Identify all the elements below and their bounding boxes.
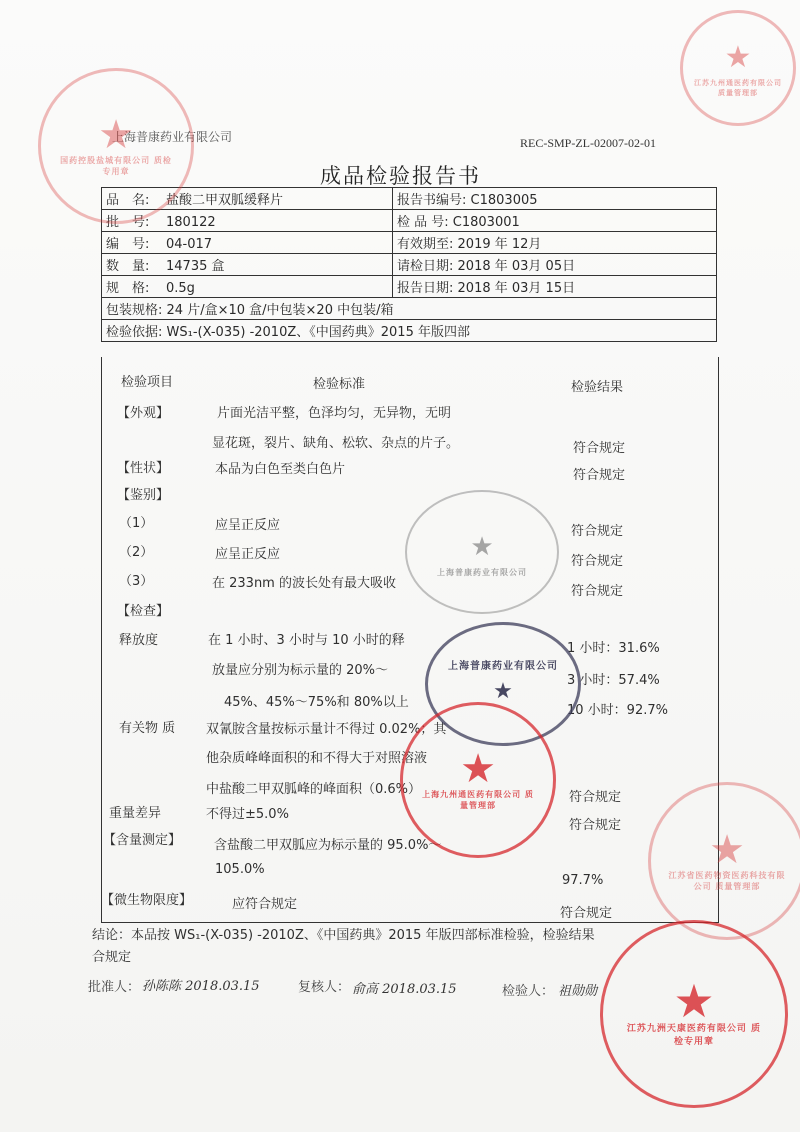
- assay-item: 【含量测定】: [103, 833, 182, 848]
- packaging-label: 包装规格:: [106, 303, 163, 318]
- star-icon: ★: [98, 112, 134, 158]
- inspector-signature: 祖勋勋: [558, 984, 598, 999]
- company-seal: [38, 68, 194, 224]
- related-item: 有关物 质: [119, 721, 176, 736]
- id1-result: 符合规定: [571, 524, 624, 539]
- character-result: 符合规定: [573, 468, 626, 483]
- quality-department-seal: [400, 702, 556, 858]
- id1-standard: 应呈正反应: [215, 518, 281, 533]
- spec-value: 0.5g: [166, 281, 195, 296]
- assay-standard: 含盐酸二甲双胍应为标示量的 95.0%～: [214, 838, 442, 853]
- expiry-value: 2019 年 12月: [457, 237, 542, 252]
- column-header-result: 检验结果: [571, 380, 624, 395]
- report-date-value: 2018 年 03月 15日: [457, 281, 576, 296]
- weight-result: 符合规定: [569, 818, 622, 833]
- character-item: 【性状】: [117, 461, 170, 476]
- micro-result: 符合规定: [560, 906, 613, 921]
- code-label: 编 号:: [106, 237, 150, 252]
- release-standard: 在 1 小时、3 小时与 10 小时的释: [208, 633, 405, 648]
- reviewer-label: 复核人：: [298, 980, 351, 995]
- star-icon: ★: [470, 531, 494, 562]
- release-standard: 放量应分别为标示量的 20%～: [212, 663, 389, 678]
- column-header-standard: 检验标准: [313, 377, 366, 392]
- assay-result: 97.7%: [562, 873, 604, 888]
- appearance-standard: 显花斑，裂片、缺角、松软、杂点的片子。: [212, 436, 460, 451]
- sample-no-label: 检 品 号:: [397, 215, 449, 230]
- inspection-item: 【检查】: [117, 604, 170, 619]
- quantity-label: 数 量:: [106, 259, 150, 274]
- expiry-label: 有效期至:: [397, 237, 454, 252]
- company-seal: [680, 10, 796, 126]
- packaging-value: 24 片/盒×10 盒/中包装×20 中包装/箱: [166, 303, 394, 318]
- reviewer-signature: 俞高 2018.03.15: [352, 982, 457, 997]
- product-value: 盐酸二甲双胍缓释片: [166, 193, 284, 208]
- faint-seal: [405, 490, 559, 614]
- star-icon: ★: [709, 827, 745, 873]
- batch-label: 批 号:: [106, 215, 150, 230]
- appearance-standard: 片面光洁平整，色泽均匀，无异物，无明: [217, 406, 452, 421]
- release-result: 3 小时：57.4%: [567, 673, 660, 688]
- basis-value: WS₁-(X-035) -2010Z、《中国药典》2015 年版四部: [166, 325, 470, 340]
- document-number: REC-SMP-ZL-02007-02-01: [520, 136, 656, 150]
- release-result: 1 小时：31.6%: [567, 641, 660, 656]
- related-standard: 双氰胺含量按标示量计不得过 0.02%；其: [206, 722, 447, 737]
- seal-text: 上海普康药业有限公司: [448, 660, 558, 672]
- weight-item: 重量差异: [109, 806, 162, 821]
- approver-signature: 孙陈陈 2018.03.15: [142, 979, 260, 994]
- column-header-item: 检验项目: [121, 375, 174, 390]
- seal-text: 上海九州通医药有限公司 质量管理部: [422, 790, 534, 810]
- company-header: 上海普康药业有限公司: [112, 130, 233, 144]
- info-row: [102, 232, 717, 254]
- release-item: 释放度: [119, 633, 159, 648]
- micro-standard: 应符合规定: [232, 897, 298, 912]
- request-date-value: 2018 年 03月 05日: [457, 259, 576, 274]
- id3-standard: 在 233nm 的波长处有最大吸收: [212, 576, 396, 591]
- report-no-label: 报告书编号:: [397, 193, 467, 208]
- info-row: [102, 298, 717, 320]
- micro-item: 【微生物限度】: [101, 893, 193, 908]
- related-standard: 中盐酸二甲双胍峰的峰面积（0.6%）: [206, 782, 422, 797]
- spec-label: 规 格:: [106, 281, 150, 296]
- weight-standard: 不得过±5.0%: [206, 807, 289, 822]
- batch-value: 180122: [166, 215, 216, 230]
- star-icon: ★: [493, 678, 513, 704]
- quantity-value: 14735 盒: [166, 259, 225, 274]
- release-standard: 45%、45%～75%和 80%以上: [224, 695, 409, 710]
- info-row: [102, 188, 717, 210]
- info-row: [102, 210, 717, 232]
- star-icon: ★: [724, 40, 752, 75]
- inspection-seal: [600, 920, 788, 1108]
- seal-text: 国药控股盐城有限公司 质检专用章: [60, 156, 172, 176]
- id3-item: （3）: [119, 574, 154, 589]
- basis-label: 检验依据:: [106, 325, 163, 340]
- report-title: 成品检验报告书: [320, 164, 481, 188]
- info-row: [102, 320, 717, 342]
- id2-result: 符合规定: [571, 554, 624, 569]
- approver-label: 批准人：: [88, 980, 141, 995]
- product-label: 品 名:: [106, 193, 150, 208]
- info-table: [101, 187, 717, 342]
- id2-standard: 应呈正反应: [215, 547, 281, 562]
- report-no-value: C1803005: [470, 193, 538, 208]
- id1-item: （1）: [119, 516, 154, 531]
- release-result: 10 小时：92.7%: [567, 703, 668, 718]
- conclusion-text: 合规定: [92, 950, 132, 965]
- star-icon: ★: [673, 974, 715, 1028]
- request-date-label: 请检日期:: [397, 259, 454, 274]
- sample-no-value: C1803001: [452, 215, 520, 230]
- appearance-result: 符合规定: [573, 441, 626, 456]
- related-standard: 他杂质峰峰面积的和不得大于对照溶液: [206, 751, 428, 766]
- character-standard: 本品为白色至类白色片: [215, 462, 346, 477]
- related-result: 符合规定: [569, 790, 622, 805]
- code-value: 04-017: [166, 237, 213, 252]
- seal-text: 江苏九洲天康医药有限公司 质检专用章: [626, 1024, 762, 1047]
- seal-text: 上海普康药业有限公司: [437, 567, 527, 577]
- report-date-label: 报告日期:: [397, 281, 454, 296]
- inspector-label: 检验人：: [502, 984, 555, 999]
- seal-text: 江苏省医药物资医药科技有限公司 质量管理部: [668, 871, 786, 891]
- company-seal: [648, 782, 800, 940]
- info-row: [102, 254, 717, 276]
- id3-result: 符合规定: [571, 584, 624, 599]
- conclusion-text: 结论：本品按 WS₁-(X-035) -2010Z、《中国药典》2015 年版四部标准检验，检验结果: [92, 928, 595, 943]
- assay-standard: 105.0%: [215, 862, 265, 877]
- id2-item: （2）: [119, 545, 154, 560]
- star-icon: ★: [460, 746, 496, 792]
- appearance-item: 【外观】: [117, 406, 170, 421]
- identification-item: 【鉴别】: [117, 488, 170, 503]
- seal-text: 江苏九州通医药有限公司 质量管理部: [694, 79, 782, 97]
- info-row: [102, 276, 717, 298]
